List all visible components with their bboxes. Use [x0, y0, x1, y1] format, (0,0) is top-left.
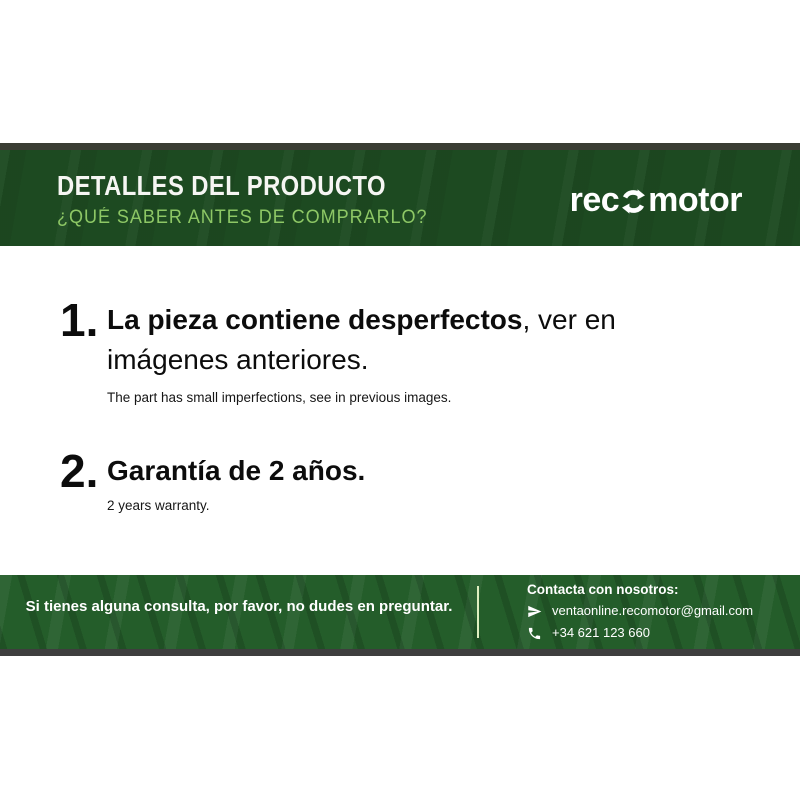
product-note-1 — [60, 294, 672, 406]
contact-phone-row — [527, 625, 753, 641]
note-translation: 2 years warranty. — [107, 498, 210, 513]
note-number: 1. — [60, 294, 99, 346]
footer-message: Si tienes alguna consulta, por favor, no dudes en preguntar. — [25, 598, 453, 615]
product-note-2 — [60, 445, 672, 514]
page-subtitle: ¿QUÉ SABER ANTES DE COMPRARLO? — [57, 207, 428, 228]
footer-bottom-edge — [0, 649, 800, 656]
note-translation: The part has small imperfections, see in previous images. — [107, 390, 452, 405]
footer-divider — [477, 586, 479, 638]
note-headline-rest: , ver en imágenes anteriores. — [107, 304, 616, 375]
note-headline-bold: La pieza contiene desperfectos — [107, 304, 523, 335]
contact-email: ventaonline.recomotor@gmail.com — [552, 603, 754, 618]
send-icon — [527, 604, 542, 619]
logo-text-pre: rec — [569, 181, 620, 219]
page-title: DETALLES DEL PRODUCTO — [57, 170, 386, 201]
note-headline-bold: Garantía de 2 años. — [107, 455, 366, 486]
contact-phone: +34 621 123 660 — [552, 625, 650, 640]
header-band — [0, 150, 800, 246]
note-headline — [107, 300, 672, 380]
note-body — [107, 451, 672, 514]
footer-band — [0, 575, 800, 649]
note-body — [107, 300, 672, 406]
note-number: 2. — [60, 445, 99, 497]
phone-icon — [527, 626, 542, 641]
recomotor-logo — [570, 183, 742, 217]
recycle-o-icon — [620, 188, 647, 215]
note-headline — [107, 451, 672, 491]
contact-heading: Contacta con nosotros: — [527, 582, 679, 597]
contact-email-row — [527, 603, 753, 619]
contact-block — [527, 582, 753, 641]
header-top-edge — [0, 143, 800, 150]
logo-text-post: motor — [648, 181, 742, 219]
